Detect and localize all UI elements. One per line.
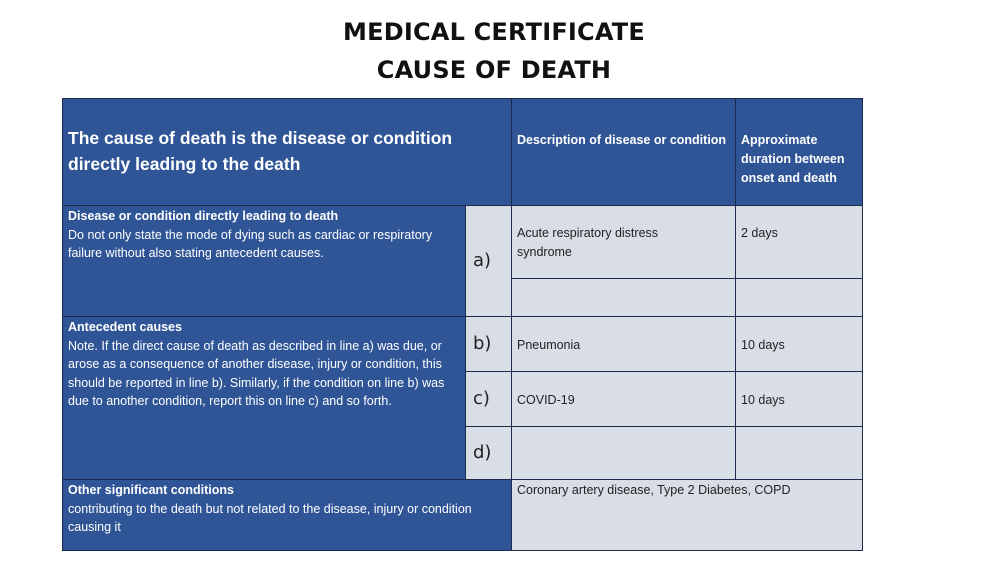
antecedent-section: [62, 316, 466, 480]
line-b-description-cell: [511, 316, 736, 372]
direct-cause-note: Do not only state the mode of dying such as cardiac or respiratory failure without also stating antecedent causes.: [68, 227, 433, 260]
antecedent-heading: Antecedent causes: [68, 320, 182, 334]
header-duration-cell: [735, 98, 863, 206]
other-conditions-note: contributing to the death but not related to the disease, injury or condition causing it: [68, 501, 472, 534]
certificate-subtitle: CAUSE OF DEATH: [376, 56, 612, 84]
header-description-cell: [511, 98, 736, 206]
line-a-extra-duration-cell: [735, 278, 863, 317]
direct-cause-section: [62, 205, 466, 317]
line-d-description-cell: [511, 426, 736, 480]
line-c-duration-cell: [735, 371, 863, 427]
direct-cause-heading: Disease or condition directly leading to death: [68, 209, 339, 223]
line-c-letter: c): [473, 388, 490, 409]
line-c-description: COVID-19: [517, 393, 575, 407]
line-b-description: Pneumonia: [517, 338, 581, 352]
line-d-duration-cell: [735, 426, 863, 480]
line-b-duration-cell: [735, 316, 863, 372]
certificate-title: MEDICAL CERTIFICATE: [343, 18, 645, 46]
line-c-duration: 10 days: [741, 393, 785, 407]
line-a-description: Acute respiratory distress syndrome: [517, 226, 659, 259]
header-duration-text: Approximate duration between onset and death: [741, 133, 845, 185]
line-a-duration-cell: [735, 205, 863, 279]
other-conditions-heading: Other significant conditions: [68, 483, 234, 497]
line-a-duration: 2 days: [741, 226, 778, 240]
line-b-letter: b): [473, 333, 492, 354]
line-a-extra-description-cell: [511, 278, 736, 317]
line-c-description-cell: [511, 371, 736, 427]
line-a-letter: a): [473, 250, 492, 271]
header-description-text: Description of disease or condition: [517, 133, 727, 147]
header-main-text: The cause of death is the disease or condition directly leading to the death: [68, 128, 453, 174]
line-a-description-cell: [511, 205, 736, 279]
other-conditions-value: Coronary artery disease, Type 2 Diabetes, COPD: [517, 483, 791, 497]
other-conditions-value-cell: [511, 479, 863, 551]
other-conditions-section: [62, 479, 512, 551]
antecedent-note: Note. If the direct cause of death as described in line a) was due, or arose as a consequence of another disease, injury or condition, this should be reported in line b). Similarly, if the condition on line b) was due to another condition, report this on line c) and so forth.: [68, 338, 445, 408]
header-main-cell: [62, 98, 512, 206]
line-d-letter: d): [473, 442, 492, 463]
line-b-duration: 10 days: [741, 338, 785, 352]
